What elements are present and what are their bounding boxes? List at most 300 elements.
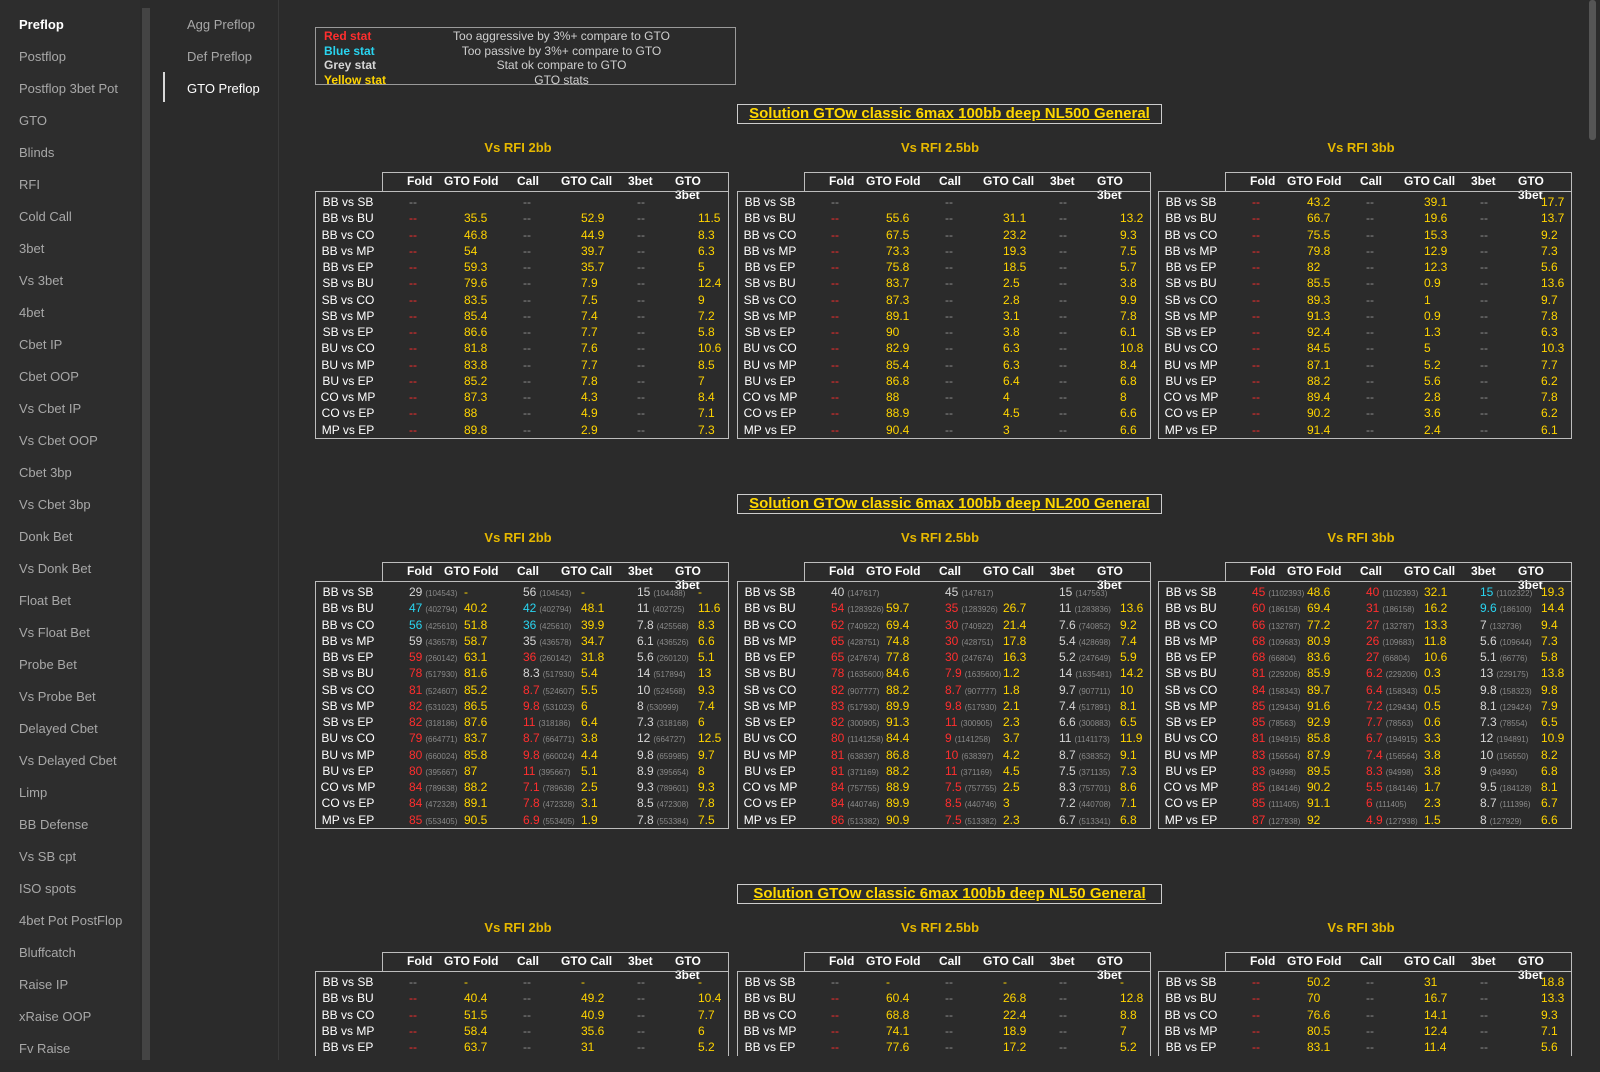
stat-value: 80 xyxy=(831,731,845,746)
sample-size: (1635481) xyxy=(1075,670,1112,680)
row-position: BB vs MP xyxy=(743,1023,797,1038)
sample-size: (428751) xyxy=(847,637,880,647)
sample-size: (789601) xyxy=(656,784,689,793)
stat-value: -- xyxy=(523,211,531,226)
row-position: BB vs MP xyxy=(321,243,375,258)
stat-value: -- xyxy=(831,308,839,323)
row-position: CO vs MP xyxy=(320,780,376,794)
stat-bet3 xyxy=(1480,812,1522,830)
gto-gcall: 7.5 xyxy=(581,292,598,307)
stat-value: -- xyxy=(523,357,531,372)
stat-fold xyxy=(1252,1039,1260,1055)
nav-item-float-bet[interactable]: Float Bet xyxy=(19,593,72,608)
stat-value: -- xyxy=(945,1007,953,1022)
gto-gbet3: 7.8 xyxy=(1120,308,1137,323)
stat-fold xyxy=(409,292,417,308)
column-header-3bet: 3bet xyxy=(1050,954,1075,968)
nav-item-iso-spots[interactable]: ISO spots xyxy=(19,881,77,896)
table-row xyxy=(738,227,1150,243)
column-header-gto-3bet: GTO 3bet xyxy=(675,564,701,592)
stat-value: 6.1 xyxy=(637,633,654,648)
gto-gcall: 4.5 xyxy=(1003,406,1020,421)
stat-call xyxy=(1366,210,1374,226)
nav-item-gto[interactable]: GTO xyxy=(19,113,47,128)
legend-label: Yellow stat xyxy=(324,72,387,87)
nav-item-preflop[interactable]: Preflop xyxy=(19,17,64,32)
stat-value: -- xyxy=(637,325,645,339)
gto-gbet3: 3.8 xyxy=(1120,276,1137,291)
row-position: MP vs EP xyxy=(321,422,375,437)
table-row xyxy=(1159,357,1571,373)
sample-size: (147617) xyxy=(961,589,994,598)
stat-value: -- xyxy=(1059,227,1067,242)
sample-size: (132787) xyxy=(1382,621,1415,631)
nav-item-cold-call[interactable]: Cold Call xyxy=(19,209,72,224)
sample-size: (184146) xyxy=(1268,784,1301,793)
nav-item-3bet[interactable]: 3bet xyxy=(19,241,45,256)
gto-gfold: 87.6 xyxy=(464,715,488,729)
stat-value: -- xyxy=(1059,308,1067,323)
stat-bet3 xyxy=(637,194,645,210)
nav-item-cbet-oop[interactable]: Cbet OOP xyxy=(19,369,79,384)
gto-gcall: 4.4 xyxy=(581,747,598,762)
gto-gfold: 91.3 xyxy=(886,715,910,729)
nav-item-fv-raise[interactable]: Fv Raise xyxy=(19,1041,71,1056)
stat-value: -- xyxy=(945,243,953,258)
sample-size: (1283926) xyxy=(961,605,998,615)
column-header-gto-fold: GTO Fold xyxy=(866,954,921,968)
gto-gcall: 31 xyxy=(581,1040,595,1054)
gto-gfold: 54 xyxy=(464,243,478,258)
row-position: SB vs BU xyxy=(322,276,374,291)
row-position: BU vs EP xyxy=(744,763,796,778)
column-header-fold: Fold xyxy=(1250,174,1276,188)
stat-value: -- xyxy=(831,211,839,226)
nav-item-bb-defense[interactable]: BB Defense xyxy=(19,817,89,832)
sample-size: (129434) xyxy=(1385,702,1418,712)
stat-bet3 xyxy=(1480,340,1488,356)
column-header-call: Call xyxy=(517,564,540,578)
gto-gbet3: 8 xyxy=(698,763,705,778)
table-row xyxy=(316,649,728,665)
table-row xyxy=(1159,227,1571,243)
stat-value: 7.2 xyxy=(1366,698,1383,713)
table-row xyxy=(1159,698,1571,714)
stat-fold xyxy=(409,194,417,210)
stat-value: 81 xyxy=(831,763,845,778)
row-position: BB vs CO xyxy=(743,617,797,632)
stat-call xyxy=(945,974,953,990)
gto-gfold: 89.3 xyxy=(1307,292,1331,307)
row-position: BU vs EP xyxy=(1165,373,1217,388)
stat-value: 81 xyxy=(409,682,423,697)
stat-value: 27 xyxy=(1366,617,1380,632)
stat-value: -- xyxy=(1252,341,1260,356)
nav-item-postflop-3bet-pot[interactable]: Postflop 3bet Pot xyxy=(19,81,119,96)
gto-gfold: 92.9 xyxy=(1307,715,1331,729)
stat-value: 8.3 xyxy=(1059,780,1076,794)
nav-item-probe-bet[interactable]: Probe Bet xyxy=(19,657,77,672)
table-row xyxy=(316,1023,728,1039)
gto-gfold: 88.2 xyxy=(886,682,910,697)
sample-size: (436526) xyxy=(656,637,689,647)
row-position: SB vs MP xyxy=(321,308,375,323)
row-position: BB vs CO xyxy=(321,617,375,632)
stat-fold xyxy=(409,422,417,438)
stat-value: 7.3 xyxy=(1480,715,1497,729)
gto-gcall: 11.4 xyxy=(1424,1040,1447,1054)
column-header-fold: Fold xyxy=(829,564,855,578)
table-row xyxy=(316,389,728,405)
gto-gfold: 91.6 xyxy=(1307,698,1331,713)
stat-value: 68 xyxy=(1252,650,1266,664)
table-row xyxy=(1159,763,1571,779)
stat-value: 30 xyxy=(945,633,959,648)
gto-gcall: 2.4 xyxy=(1424,422,1441,437)
stat-value: -- xyxy=(1252,422,1260,437)
sample-size: (132787) xyxy=(1268,621,1301,631)
gto-gcall: 6.3 xyxy=(1003,357,1020,372)
sample-size: (425610) xyxy=(425,621,458,631)
gto-gcall: 6.4 xyxy=(581,715,598,729)
stat-value: 81 xyxy=(831,747,845,762)
stat-value: -- xyxy=(1366,260,1374,274)
stat-value: 9 xyxy=(1480,763,1487,778)
gto-gbet3: 7.8 xyxy=(1541,390,1558,404)
stat-value: 65 xyxy=(831,633,845,648)
gto-gfold: 81.6 xyxy=(464,666,488,681)
table-row xyxy=(738,779,1150,795)
sample-size: (318186) xyxy=(538,719,571,728)
stat-value: -- xyxy=(1480,292,1488,307)
stat-bet3 xyxy=(1480,357,1488,373)
gto-gcall: 4 xyxy=(1003,390,1010,404)
gto-gfold: 88.2 xyxy=(1307,373,1331,388)
tab-agg-preflop[interactable]: Agg Preflop xyxy=(187,17,255,32)
stat-value: 9.8 xyxy=(945,698,962,713)
stat-value: 60 xyxy=(1252,601,1266,616)
table-row xyxy=(738,1023,1150,1039)
stat-value: -- xyxy=(409,260,417,274)
stat-value: 66 xyxy=(1252,617,1266,632)
gto-gbet3: 10.8 xyxy=(1120,341,1144,356)
nav-item-vs-probe-bet[interactable]: Vs Probe Bet xyxy=(19,689,96,704)
nav-item-bluffcatch[interactable]: Bluffcatch xyxy=(19,945,76,960)
table-row xyxy=(316,405,728,421)
table-title: Vs RFI 2.5bb xyxy=(900,140,980,155)
table-row xyxy=(1159,990,1571,1006)
gto-gbet3: 19.3 xyxy=(1541,585,1565,599)
sample-size: (184146) xyxy=(1385,784,1418,793)
table-row xyxy=(316,714,728,730)
gto-gbet3: 6.8 xyxy=(1120,812,1137,827)
gto-gfold: 69.4 xyxy=(886,617,910,632)
main-scrollbar[interactable] xyxy=(1588,0,1597,1060)
stat-value: -- xyxy=(523,341,531,356)
sample-size: (109683) xyxy=(1382,637,1415,647)
stat-value: 82 xyxy=(831,715,845,729)
gto-gcall: 5.6 xyxy=(1424,373,1441,388)
stat-value: 7.1 xyxy=(523,780,540,794)
gto-gcall: 5.2 xyxy=(1424,357,1441,372)
nav-item-rfi[interactable]: RFI xyxy=(19,177,40,192)
stat-fold xyxy=(1252,243,1260,259)
gto-gfold: 89.5 xyxy=(1307,763,1331,778)
legend-description: Too aggressive by 3%+ compare to GTO xyxy=(453,29,670,43)
legend-row xyxy=(316,29,737,44)
stat-fold xyxy=(409,227,417,243)
row-position: BU vs CO xyxy=(321,341,375,356)
nav-item-cbet-3bp[interactable]: Cbet 3bp xyxy=(19,465,72,480)
gto-gbet3: 8.6 xyxy=(1120,780,1137,794)
nav-item-vs-float-bet[interactable]: Vs Float Bet xyxy=(19,625,90,640)
stat-call xyxy=(523,227,531,243)
stat-call xyxy=(945,324,953,340)
table-row xyxy=(316,275,728,291)
gto-gcall: 16.7 xyxy=(1424,991,1448,1006)
stat-value: -- xyxy=(945,1023,953,1038)
stat-fold xyxy=(409,275,417,291)
gto-gfold: - xyxy=(464,975,468,989)
sample-size: (425568) xyxy=(656,621,689,631)
stat-value: 83 xyxy=(831,698,845,713)
table-row xyxy=(738,324,1150,340)
nav-item-4bet-pot-postflop[interactable]: 4bet Pot PostFlop xyxy=(19,913,123,928)
gto-gbet3: 8 xyxy=(1120,390,1127,404)
stat-value: -- xyxy=(1366,195,1374,209)
nav-item-vs-cbet-oop[interactable]: Vs Cbet OOP xyxy=(19,433,98,448)
stat-value: -- xyxy=(1480,1040,1488,1054)
stat-value: 8.7 xyxy=(523,682,540,697)
table-body xyxy=(315,971,729,1056)
nav-item-vs-donk-bet[interactable]: Vs Donk Bet xyxy=(19,561,92,576)
table-body xyxy=(737,971,1151,1056)
stat-value: -- xyxy=(523,1040,531,1054)
stat-value: -- xyxy=(1059,260,1067,274)
nav-item-cbet-ip[interactable]: Cbet IP xyxy=(19,337,63,352)
nav-item-4bet[interactable]: 4bet xyxy=(19,305,45,320)
row-position: BB vs CO xyxy=(321,227,375,242)
stat-call xyxy=(945,1007,953,1023)
stat-value: 4.9 xyxy=(1366,812,1383,827)
stat-value: -- xyxy=(1366,406,1374,421)
table-row xyxy=(1159,682,1571,698)
stat-fold xyxy=(831,308,839,324)
stat-value: -- xyxy=(945,211,953,226)
stat-call xyxy=(945,357,953,373)
table-row xyxy=(1159,633,1571,649)
table-row xyxy=(1159,1007,1571,1023)
row-position: BB vs MP xyxy=(321,633,375,648)
gto-gbet3: 7.2 xyxy=(698,308,715,323)
stat-bet3 xyxy=(1059,373,1067,389)
stat-value: 12 xyxy=(637,731,651,746)
sample-size: (517930) xyxy=(847,702,880,712)
stat-value: 7.2 xyxy=(1059,796,1076,811)
stat-value: 6 xyxy=(1366,796,1373,811)
gto-gcall: 2.5 xyxy=(1003,276,1020,291)
row-position: BB vs BU xyxy=(322,601,374,616)
nav-item-vs-cbet-ip[interactable]: Vs Cbet IP xyxy=(19,401,82,416)
column-header-gto-call: GTO Call xyxy=(1404,174,1456,188)
legend-label: Blue stat xyxy=(324,43,375,58)
stat-value: -- xyxy=(409,1040,417,1054)
sample-size: (402794) xyxy=(539,605,572,615)
stat-value: 7.5 xyxy=(945,812,962,827)
nav-item-donk-bet[interactable]: Donk Bet xyxy=(19,529,73,544)
sample-size: (300905) xyxy=(847,719,880,728)
table-row xyxy=(1159,730,1571,746)
sample-size: (94998) xyxy=(1268,767,1296,777)
stat-call xyxy=(523,1023,531,1039)
stat-fold xyxy=(831,324,839,340)
table-row xyxy=(738,795,1150,811)
stat-bet3 xyxy=(1059,340,1067,356)
gto-gfold: 43.2 xyxy=(1307,195,1331,209)
stat-fold xyxy=(409,974,417,990)
stat-bet3 xyxy=(1480,275,1488,291)
sample-size: (757701) xyxy=(1078,784,1111,793)
column-header-call: Call xyxy=(939,954,962,968)
gto-gbet3: 10 xyxy=(1120,682,1134,697)
stat-value: 9.8 xyxy=(1480,682,1497,697)
nav-item-blinds[interactable]: Blinds xyxy=(19,145,55,160)
stat-value: -- xyxy=(1252,276,1260,291)
gto-gfold: 40.4 xyxy=(464,991,488,1006)
main-scrollbar-thumb[interactable] xyxy=(1589,0,1596,140)
stat-value: -- xyxy=(945,260,953,274)
gto-gcall: 39.7 xyxy=(581,243,605,258)
stat-fold xyxy=(1252,292,1260,308)
nav-item-vs-3bet[interactable]: Vs 3bet xyxy=(19,273,64,288)
stat-value: -- xyxy=(945,357,953,372)
sample-size: (111396) xyxy=(1499,800,1531,810)
nav-item-raise-ip[interactable]: Raise IP xyxy=(19,977,69,992)
gto-gbet3: 9.7 xyxy=(1541,292,1558,307)
gto-gcall: 1.9 xyxy=(581,812,598,827)
stat-value: -- xyxy=(1480,357,1488,372)
sample-size: (428751) xyxy=(961,637,994,647)
gto-gbet3: 6.3 xyxy=(1541,325,1558,339)
table-row xyxy=(738,812,1150,828)
stat-value: -- xyxy=(523,292,531,307)
gto-gbet3: - xyxy=(698,585,702,599)
nav-item-xraise-oop[interactable]: xRaise OOP xyxy=(19,1009,92,1024)
nav-item-delayed-cbet[interactable]: Delayed Cbet xyxy=(19,721,98,736)
gto-gfold: 89.9 xyxy=(886,698,910,713)
stat-value: -- xyxy=(523,991,531,1006)
nav-item-postflop[interactable]: Postflop xyxy=(19,49,66,64)
table-row xyxy=(1159,600,1571,616)
table-row xyxy=(316,600,728,616)
table-row xyxy=(1159,747,1571,763)
stat-value: -- xyxy=(1480,276,1488,291)
sample-size: (127938) xyxy=(1385,816,1418,826)
stat-value: -- xyxy=(831,991,839,1006)
stat-fold xyxy=(1252,405,1260,421)
sample-size: (1635600) xyxy=(847,670,884,680)
stat-call xyxy=(1366,1023,1374,1039)
row-position: BB vs EP xyxy=(1165,650,1217,664)
stat-value: 9.8 xyxy=(523,747,540,762)
sample-size: (129424) xyxy=(1499,702,1532,712)
stat-bet3 xyxy=(637,990,645,1006)
gto-gfold: 87.3 xyxy=(886,292,910,307)
tab-gto-preflop[interactable]: GTO Preflop xyxy=(187,81,260,96)
stat-value: 11 xyxy=(945,763,958,778)
stat-value: -- xyxy=(523,422,531,437)
nav-item-vs-cbet-3bp[interactable]: Vs Cbet 3bp xyxy=(19,497,91,512)
gto-gbet3: 13.6 xyxy=(1120,601,1144,616)
nav-item-limp[interactable]: Limp xyxy=(19,785,48,800)
stat-call xyxy=(945,275,953,291)
stat-value: 78 xyxy=(831,666,845,681)
nav-item-vs-delayed-cbet[interactable]: Vs Delayed Cbet xyxy=(19,753,117,768)
gto-gfold: 81.8 xyxy=(464,341,488,356)
gto-gcall: 3.1 xyxy=(581,796,598,811)
row-position: BB vs EP xyxy=(744,1040,796,1054)
stat-call xyxy=(1366,974,1374,990)
sample-size: (127929) xyxy=(1489,816,1522,826)
gto-gbet3: 7.7 xyxy=(698,1007,715,1022)
primary-nav-scrollbar[interactable] xyxy=(142,8,150,1060)
stat-value: -- xyxy=(831,406,839,421)
row-position: SB vs BU xyxy=(322,666,374,681)
stat-value: 13 xyxy=(1480,666,1494,681)
legend-row xyxy=(316,58,737,73)
sample-size: (517894) xyxy=(653,670,686,680)
sample-size: (1635600) xyxy=(964,670,1002,680)
stat-value: -- xyxy=(637,211,645,226)
stat-value: 7.4 xyxy=(1366,747,1383,762)
stat-bet3 xyxy=(1059,259,1067,275)
gto-gfold: 88.9 xyxy=(886,780,910,794)
row-position: CO vs EP xyxy=(1164,796,1218,811)
nav-item-vs-sb-cpt[interactable]: Vs SB cpt xyxy=(19,849,77,864)
stat-value: -- xyxy=(1366,308,1374,323)
column-header-call: Call xyxy=(1360,174,1383,188)
stat-value: -- xyxy=(945,325,953,339)
stat-fold xyxy=(1252,812,1300,830)
gto-gfold: 82 xyxy=(1307,260,1321,274)
gto-gcall: 1.5 xyxy=(1424,812,1441,827)
column-header-3bet: 3bet xyxy=(628,564,653,578)
stat-value: 85 xyxy=(1252,780,1266,794)
row-position: CO vs EP xyxy=(321,406,375,421)
column-header-gto-call: GTO Call xyxy=(983,954,1035,968)
gto-gbet3: 17.7 xyxy=(1541,195,1565,209)
gto-gbet3: 18.8 xyxy=(1541,975,1565,989)
gto-gbet3: 7.7 xyxy=(1541,357,1558,372)
gto-gfold: 87 xyxy=(464,763,478,778)
row-position: SB vs CO xyxy=(743,682,797,697)
column-header-3bet: 3bet xyxy=(1471,564,1496,578)
row-position: BU vs EP xyxy=(744,373,796,388)
stat-value: -- xyxy=(637,341,645,356)
stat-value: -- xyxy=(409,975,417,989)
stat-value: 7 xyxy=(1480,617,1487,632)
stat-value: -- xyxy=(1252,243,1260,258)
sample-size: (402794) xyxy=(425,605,458,615)
stat-fold xyxy=(831,243,839,259)
tab-def-preflop[interactable]: Def Preflop xyxy=(187,49,253,64)
sample-size: (472308) xyxy=(656,800,689,810)
sample-size: (94998) xyxy=(1385,767,1414,777)
table-row xyxy=(1159,617,1571,633)
sample-size: (517930) xyxy=(542,670,575,680)
stat-value: 35 xyxy=(945,601,959,616)
table-row xyxy=(316,747,728,763)
